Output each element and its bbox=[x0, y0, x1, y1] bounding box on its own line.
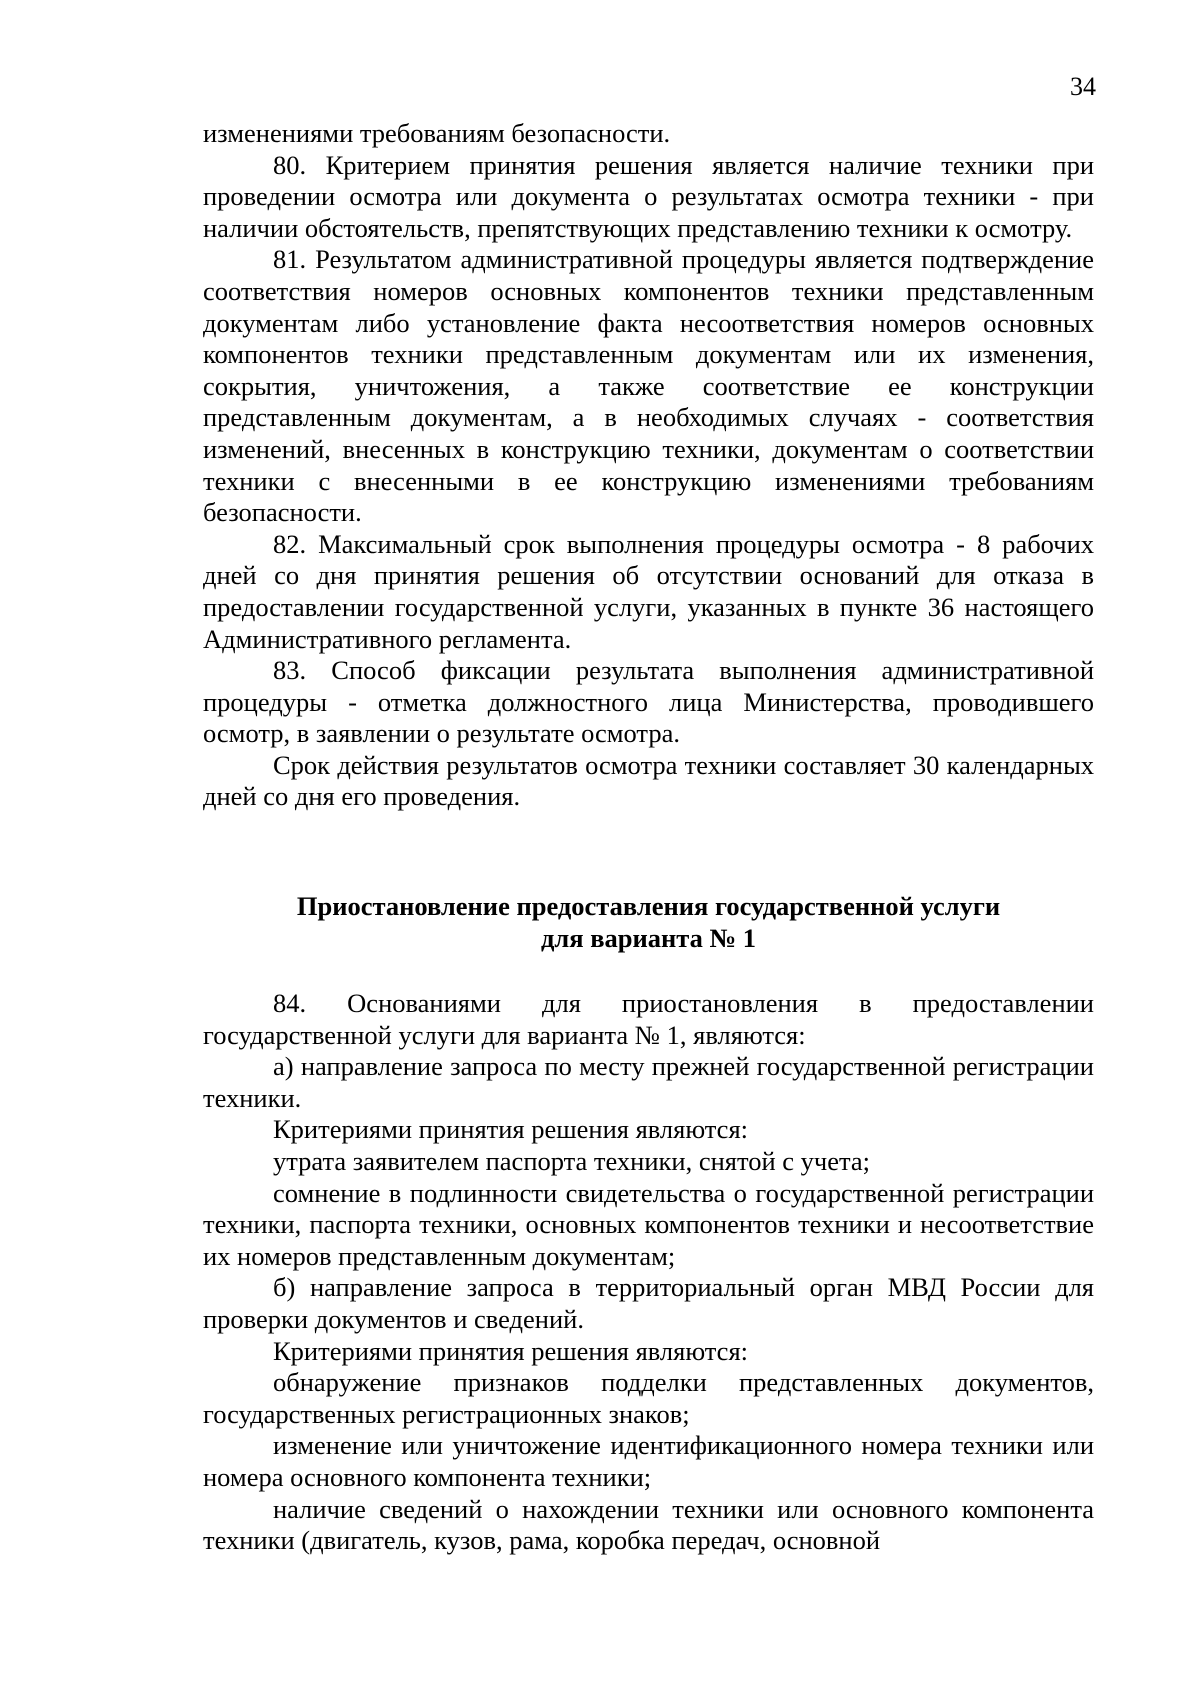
page-number: 34 bbox=[1070, 72, 1096, 101]
paragraph-81: 81. Результатом административной процедуры является подтверждение соответствия номеров основных компонентов техники представленным документам либо установление факта несоответствия номеров основных компонентов техники представленным документам или их изменения, сокрытия, уничтожения, а также соответствие ее конструкции представленным документам, а в необходимых случаях - соответствия изменений, внесенных в конструкцию техники, документам о соответствии техники с внесенными в ее конструкцию изменениями требованиям безопасности. bbox=[203, 244, 1094, 528]
paragraph-item-b: б) направление запроса в территориальный орган МВД России для проверки документов и сведений. bbox=[203, 1272, 1094, 1334]
section-inspection-results bbox=[203, 118, 1094, 813]
heading-line-2: для варианта № 1 bbox=[540, 923, 757, 953]
paragraph-83: 83. Способ фиксации результата выполнения административной процедуры - отметка должностного лица Министерства, проводившего осмотр, в заявлении о результате осмотра. bbox=[203, 655, 1094, 749]
paragraph-84: 84. Основаниями для приостановления в предоставлении государственной услуги для варианта № 1, являются: bbox=[203, 988, 1094, 1050]
paragraph-criterion-wanted: наличие сведений о нахождении техники или основного компонента техники (двигатель, кузов, рама, коробка передач, основной bbox=[203, 1493, 1094, 1556]
paragraph-criterion-lost-passport: утрата заявителем паспорта техники, снятой с учета; bbox=[273, 1145, 871, 1176]
paragraph-82: 82. Максимальный срок выполнения процедуры осмотра - 8 рабочих дней со дня принятия решения об отсутствии оснований для отказа в предоставлении государственной услуги, указанных в пункте 36 настоящего Административного регламента. bbox=[203, 528, 1094, 654]
paragraph-80: 80. Критерием принятия решения является наличие техники при проведении осмотра или документа о результатах осмотра техники - при наличии обстоятельств, препятствующих представлению техники к осмотру. bbox=[203, 149, 1094, 243]
paragraph-criterion-id-change: изменение или уничтожение идентификационного номера техники или номера основного компонента техники; bbox=[203, 1430, 1094, 1492]
paragraph-validity-period: Срок действия результатов осмотра техники составляет 30 календарных дней со дня его проведения. bbox=[203, 749, 1094, 812]
paragraph-continuation: изменениями требованиям безопасности. bbox=[203, 118, 671, 148]
paragraph-criterion-doubt: сомнение в подлинности свидетельства о государственной регистрации техники, паспорта техники, основных компонентов техники и несоответствие их номеров представленным документам; bbox=[203, 1177, 1094, 1271]
section-suspension-grounds bbox=[203, 988, 1094, 1557]
paragraph-criteria-b: Критериями принятия решения являются: bbox=[273, 1335, 748, 1366]
paragraph-criterion-forgery: обнаружение признаков подделки представленных документов, государственных регистрационных знаков; bbox=[203, 1367, 1094, 1429]
paragraph-item-a: а) направление запроса по месту прежней государственной регистрации техники. bbox=[203, 1051, 1094, 1113]
paragraph-criteria-a: Критериями принятия решения являются: bbox=[273, 1114, 748, 1145]
section-heading bbox=[203, 890, 1094, 954]
heading-line-1: Приостановление предоставления государственной услуги bbox=[296, 891, 1001, 921]
